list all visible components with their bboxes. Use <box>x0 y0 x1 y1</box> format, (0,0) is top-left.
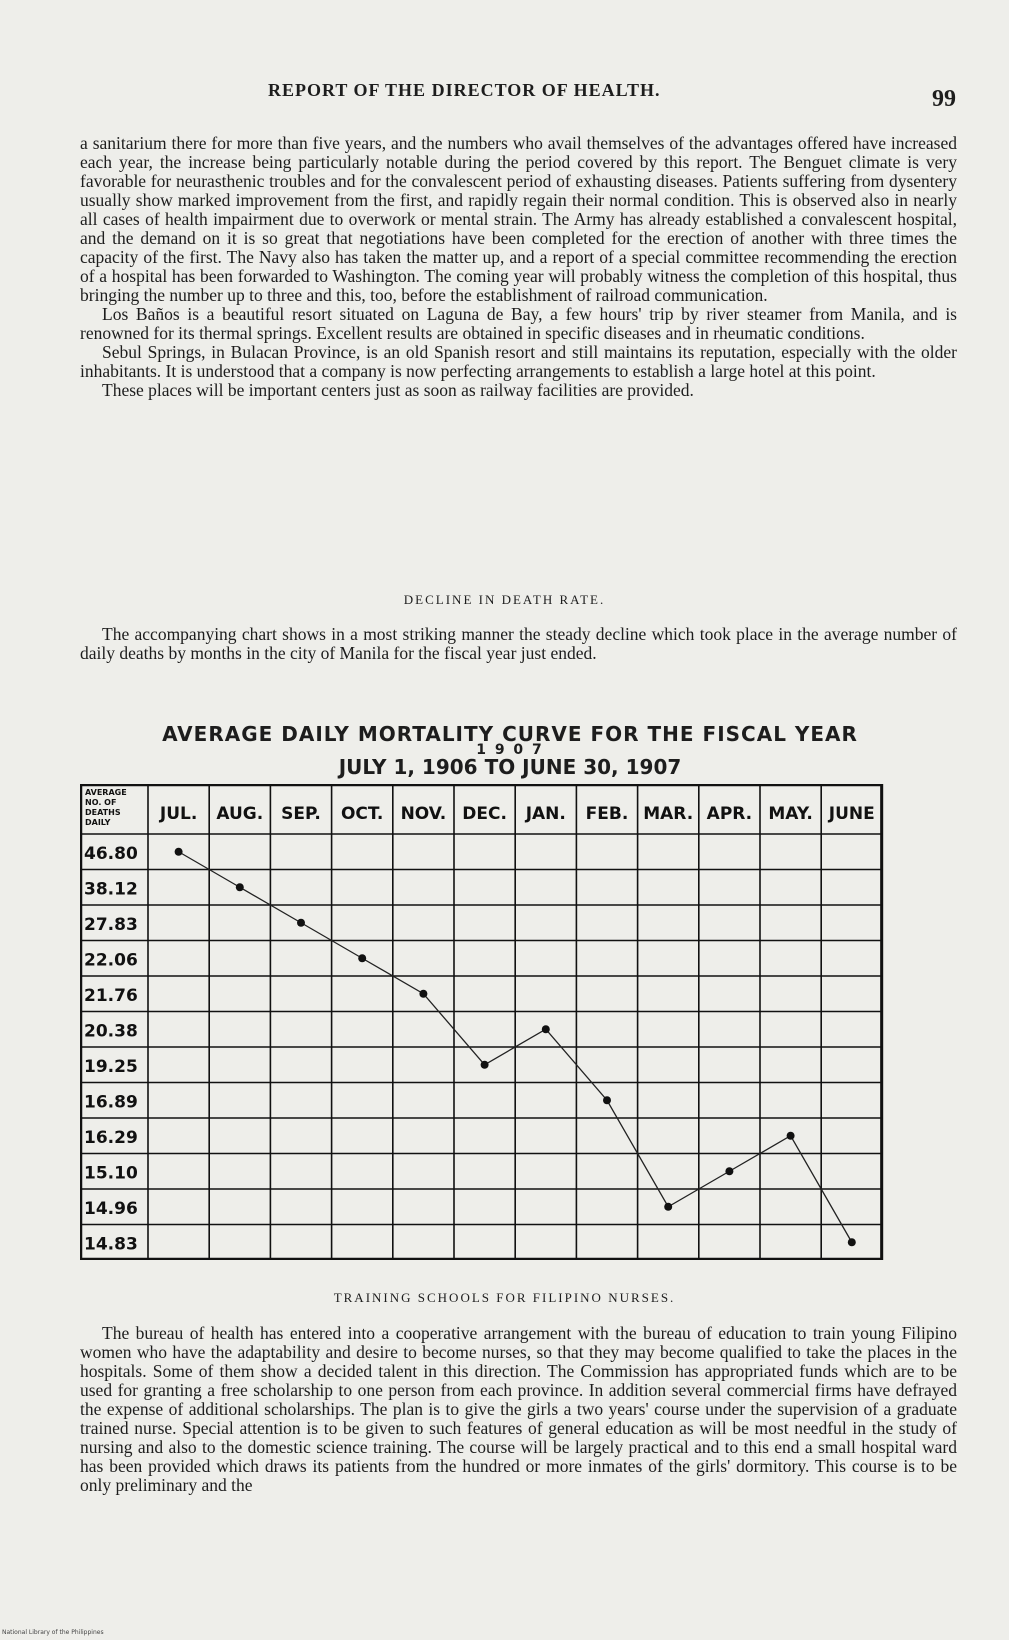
body-text-top <box>80 134 957 400</box>
corner-label-line: DEATHS <box>85 808 121 817</box>
y-tick-label: 21.76 <box>84 985 138 1006</box>
paragraph-railway: These places will be important centers just as soon as railway facilities are provided. <box>102 380 694 400</box>
mortality-chart <box>80 784 920 1260</box>
y-tick-label: 14.96 <box>84 1198 138 1219</box>
y-tick-label: 38.12 <box>84 879 138 900</box>
data-point <box>297 919 305 927</box>
body-text-training <box>80 1324 957 1495</box>
paragraph-sanitarium: a sanitarium there for more than five years, and the numbers who avail themselves of the advantages offered have increased each year, the increase being particularly notable during the period covered by this report. The Benguet climate is very favorable for neurasthenic troubles and for the convalescent period of exhausting diseases. Patients suffering from dysentery usually show marked improvement from the first, and rapidly regain their normal condition. This is observed also in nearly all cases of health impairment due to overwork or mental strain. The Army has already established a convalescent hospital, and the demand on it is so great that negotiations have been completed for the erection of another with three times the capacity of the first. The Navy also has taken the matter up, and a report of a special committee recommending the erection of a hospital has been forwarded to Washington. The coming year will probably witness the completion of this hospital, thus bringing the number up to three and this, too, before the establishment of railroad communication. <box>80 133 957 305</box>
month-header: MAY. <box>768 804 813 824</box>
running-header: REPORT OF THE DIRECTOR OF HEALTH. <box>268 80 661 100</box>
data-point <box>848 1238 856 1246</box>
y-tick-label: 14.83 <box>84 1234 138 1255</box>
month-header: NOV. <box>400 804 447 824</box>
data-point <box>481 1061 489 1069</box>
month-header: MAR. <box>643 804 694 824</box>
chart-title-line1: AVERAGE DAILY MORTALITY CURVE FOR THE FISCAL YEAR <box>162 722 858 746</box>
corner-label-line: AVERAGE <box>85 788 127 797</box>
data-point <box>787 1132 795 1140</box>
y-tick-label: 15.10 <box>84 1163 138 1184</box>
chart-title-dates: JULY 1, 1906 TO JUNE 30, 1907 <box>338 755 682 779</box>
month-header: SEP. <box>281 804 321 824</box>
data-point <box>664 1203 672 1211</box>
month-header: OCT. <box>340 804 384 824</box>
month-header: AUG. <box>216 804 264 824</box>
month-header: DEC. <box>462 804 507 824</box>
y-tick-label: 27.83 <box>84 914 138 935</box>
month-header: JUL. <box>159 804 198 824</box>
data-point <box>725 1167 733 1175</box>
footer-credit: National Library of the Philippines <box>2 1629 104 1636</box>
paragraph-los-banos: Los Baños is a beautiful resort situated on Laguna de Bay, a few hours' trip by river steamer from Manila, and is renowned for its thermal springs. Excellent results are obtained in specific diseases and in rheumatic conditions. <box>80 304 957 343</box>
body-text-decline <box>80 625 957 663</box>
corner-label-line: DAILY <box>85 818 111 827</box>
data-point <box>236 883 244 891</box>
heading-decline-death-rate: DECLINE IN DEATH RATE. <box>403 592 606 607</box>
y-tick-label: 22.06 <box>84 950 138 971</box>
y-tick-label: 20.38 <box>84 1021 138 1042</box>
paragraph-sebul-springs: Sebul Springs, in Bulacan Province, is an old Spanish resort and still maintains its reputation, especially with the older inhabitants. It is understood that a company is now perfecting arrangements to establish a large hotel at this point. <box>80 342 957 381</box>
data-point <box>603 1096 611 1104</box>
corner-label-line: NO. OF <box>85 798 117 807</box>
y-tick-label: 46.80 <box>84 843 138 864</box>
chart-frame <box>81 785 881 1259</box>
month-header: JUNE <box>828 804 875 824</box>
y-tick-label: 19.25 <box>84 1056 138 1077</box>
paragraph-decline: The accompanying chart shows in a most striking manner the steady decline which took place in the average number of daily deaths by months in the city of Manila for the fiscal year just ended. <box>80 624 957 663</box>
paragraph-training: The bureau of health has entered into a cooperative arrangement with the bureau of education to train young Filipino women who have the adaptability and desire to become nurses, so that they may become qualified to take the places in the hospitals. Some of them show a decided talent in this direction. The Commission has appropriated funds which are to be used for granting a free scholarship to one person from each province. In addition several commercial firms have defrayed the expense of additional scholarships. The plan is to give the girls a two years' course under the supervision of a graduate trained nurse. Special attention is to be given to such features of general education as will be most needful in the study of nursing and also to the domestic science training. The course will be largely practical and to this end a small hospital ward has been provided which draws its patients from the hundred or more inmates of the girls' dormitory. This course is to be only preliminary and the <box>80 1323 957 1495</box>
data-point <box>175 848 183 856</box>
data-point <box>358 954 366 962</box>
y-tick-label: 16.89 <box>84 1092 138 1113</box>
month-header: JAN. <box>525 804 566 824</box>
data-point <box>419 990 427 998</box>
chart-title-year: 1 9 0 7 <box>476 742 544 758</box>
month-header: APR. <box>706 804 753 824</box>
y-tick-label: 16.29 <box>84 1127 138 1148</box>
month-header: FEB. <box>585 804 629 824</box>
data-point <box>542 1025 550 1033</box>
page-number: 99 <box>932 86 956 112</box>
heading-training-schools: TRAINING SCHOOLS FOR FILIPINO NURSES. <box>333 1290 676 1305</box>
